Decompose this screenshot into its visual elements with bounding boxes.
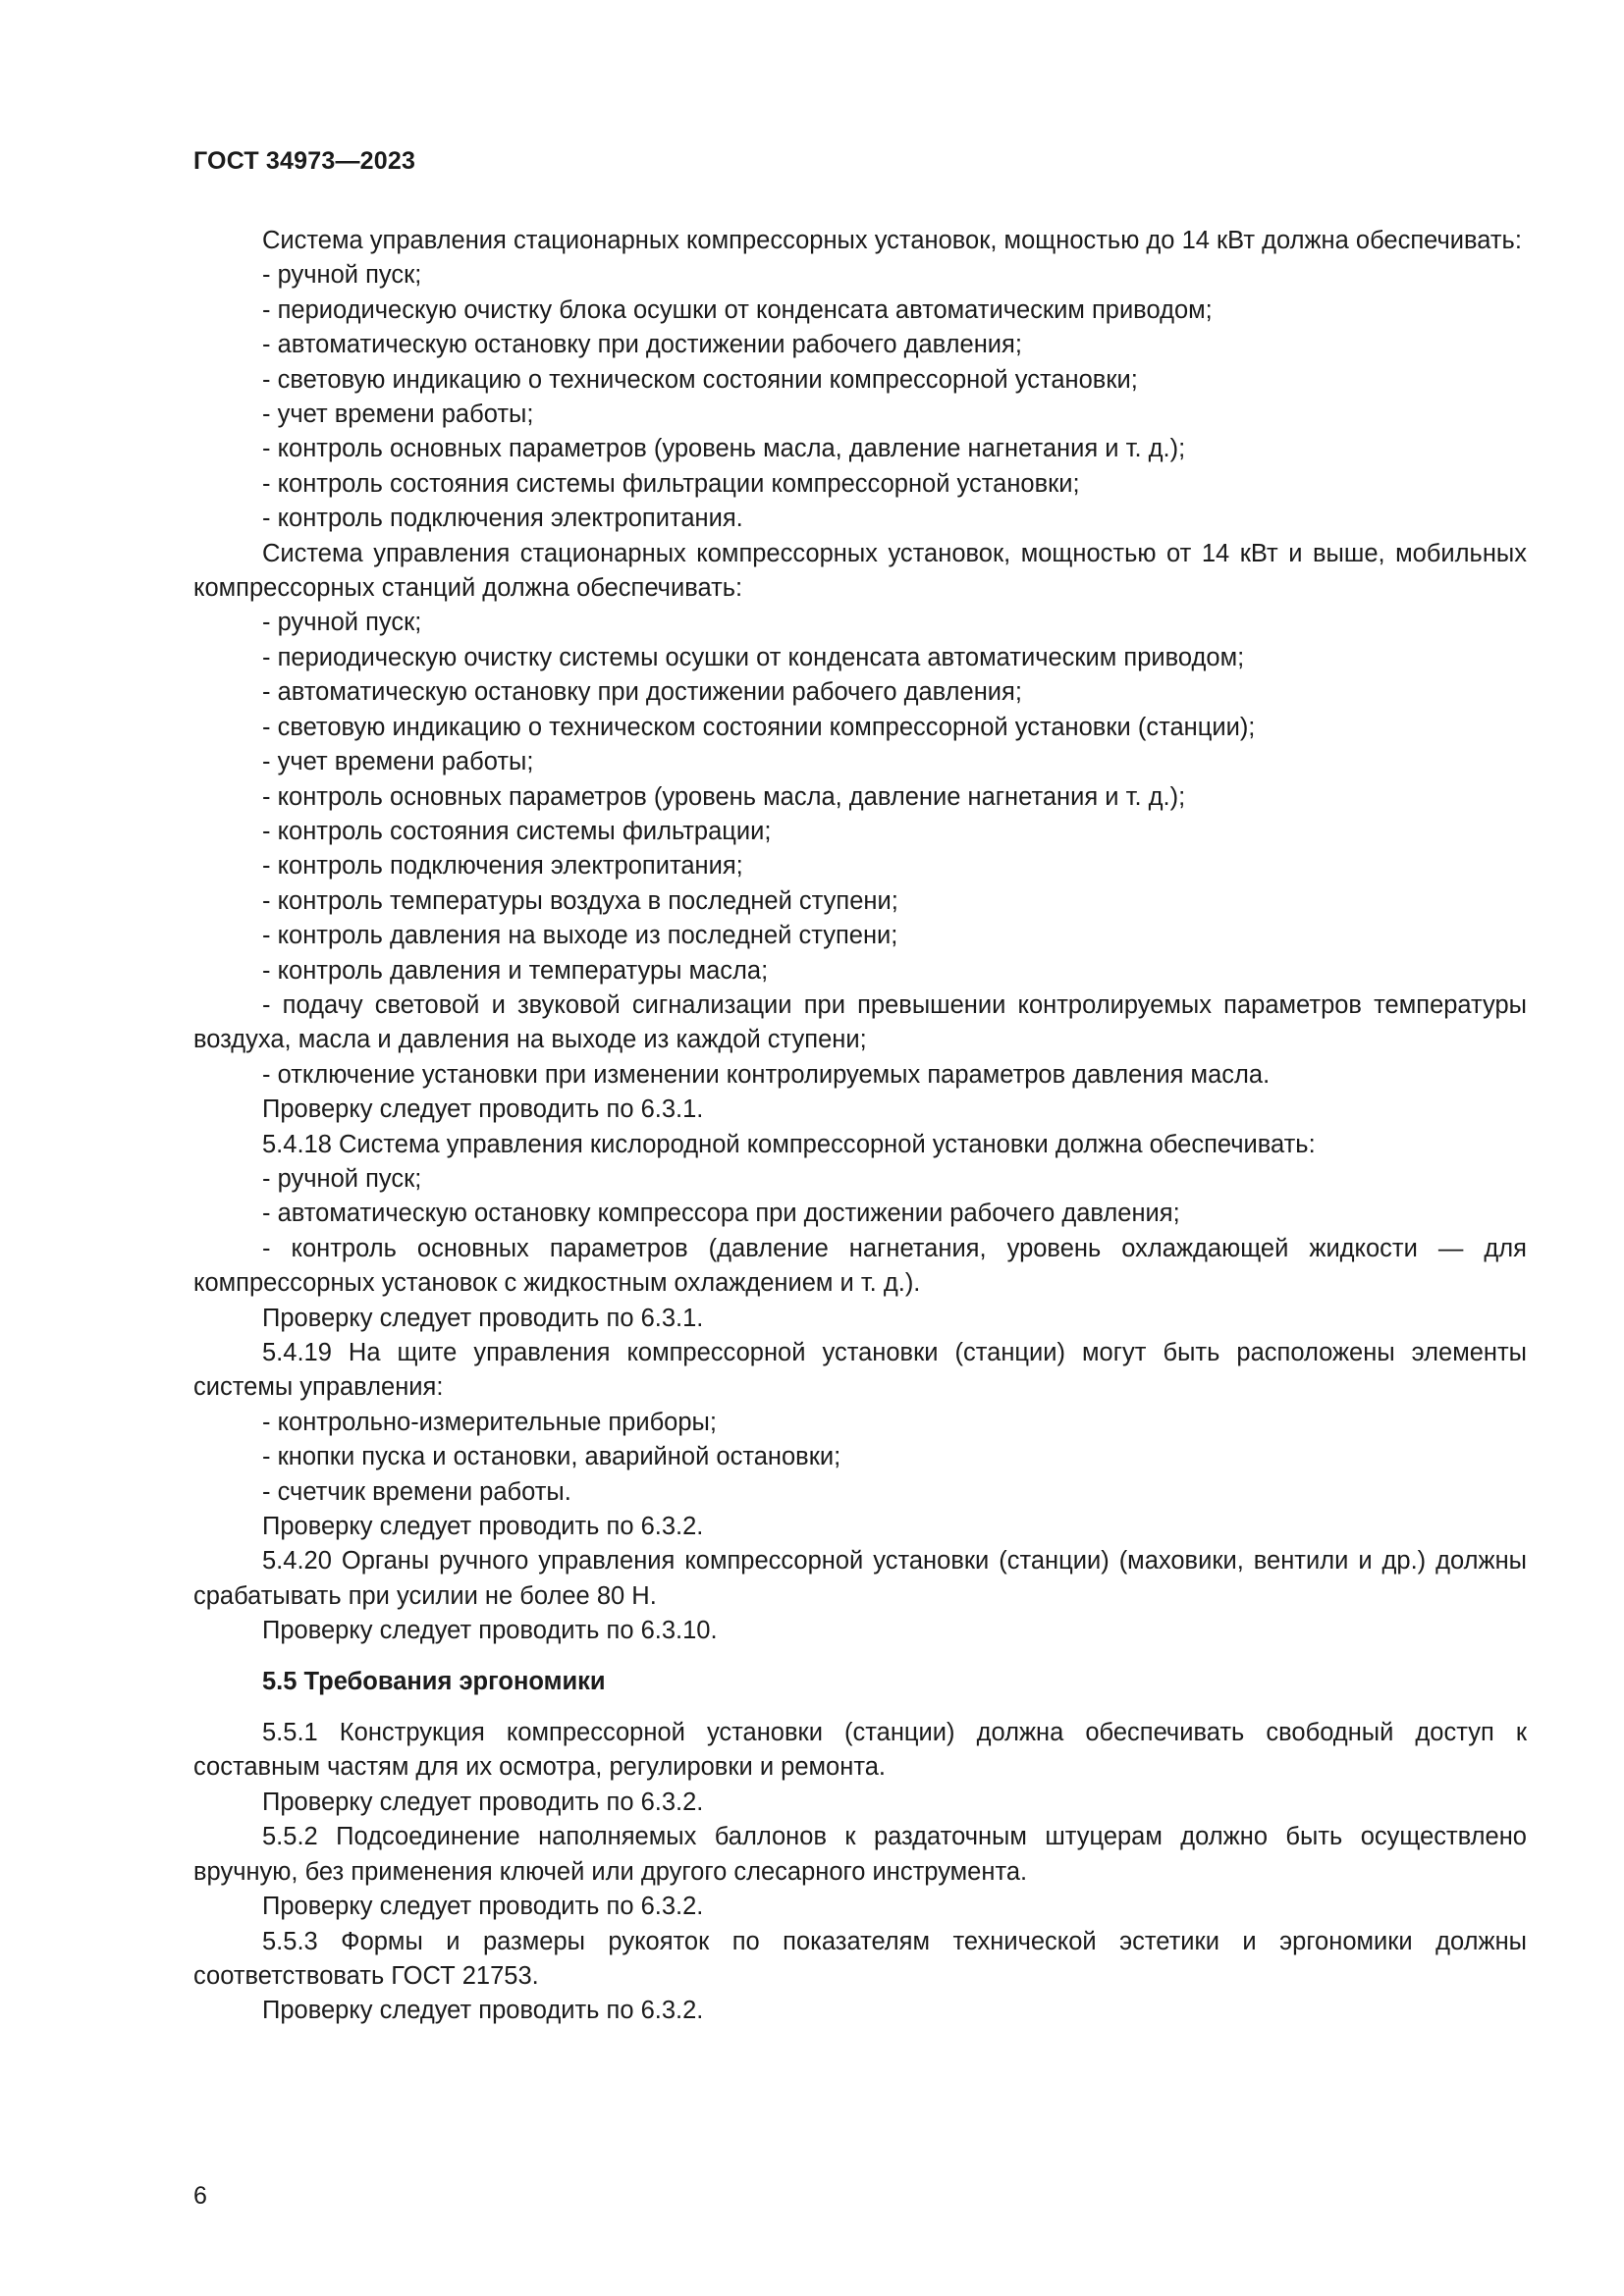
list-item: - световую индикацию о техническом состоянии компрессорной установки; [262, 365, 1138, 394]
list-item: - контроль состояния системы фильтрации компрессорной установки; [262, 469, 1080, 498]
document-code-header: ГОСТ 34973—2023 [193, 147, 416, 175]
paragraph: 5.5.1 Конструкция компрессорной установки (станции) должна обеспечивать свободный доступ к составным частям для их осмотра, регулировки и ремонта. [193, 1719, 1527, 1782]
paragraph: 5.5.2 Подсоединение наполняемых баллонов к раздаточным штуцерам должно быть осуществлено вручную, без применения ключей или другого слесарного инструмента. [193, 1823, 1527, 1886]
paragraph: Система управления стационарных компрессорных установок, мощностью до 14 кВт должна обеспечивать: [262, 227, 1522, 254]
page-number: 6 [193, 2182, 207, 2210]
section-heading: 5.5 Требования эргономики [262, 1667, 606, 1695]
paragraph: 5.4.20 Органы ручного управления компрессорной установки (станции) (маховики, вентили и др.) должны срабатывать при усилии не более 80 Н. [193, 1547, 1527, 1610]
list-item: - контроль давления на выходе из последней ступени; [262, 922, 898, 950]
paragraph: Система управления стационарных компрессорных установок, мощностью от 14 кВт и выше, мобильных компрессорных станций должна обеспечивать: [193, 539, 1527, 603]
list-item: - счетчик времени работы. [262, 1477, 571, 1506]
paragraph: Проверку следует проводить по 6.3.1. [262, 1304, 704, 1332]
paragraph: 5.5.3 Формы и размеры рукояток по показателям технической эстетики и эргономики должны соответствовать ГОСТ 21753. [193, 1927, 1527, 1990]
paragraph: Проверку следует проводить по 6.3.2. [262, 1997, 704, 2025]
list-item: - ручной пуск; [262, 609, 422, 637]
list-item: - учет времени работы; [262, 748, 534, 776]
list-item: - кнопки пуска и остановки, аварийной остановки; [262, 1443, 841, 1471]
list-item: - контроль подключения электропитания; [262, 852, 743, 881]
list-item: - отключение установки при изменении контролируемых параметров давления масла. [262, 1060, 1271, 1089]
list-item: - контрольно-измерительные приборы; [262, 1408, 717, 1436]
paragraph: Проверку следует проводить по 6.3.1. [262, 1095, 704, 1124]
list-item: - автоматическую остановку компрессора при достижении рабочего давления; [262, 1200, 1180, 1228]
document-body [193, 224, 1527, 2029]
paragraph: Проверку следует проводить по 6.3.10. [262, 1617, 718, 1645]
list-item: - контроль основных параметров (уровень масла, давление нагнетания и т. д.); [262, 782, 1186, 811]
list-item: - учет времени работы; [262, 400, 534, 429]
list-item: - контроль основных параметров (уровень масла, давление нагнетания и т. д.); [262, 435, 1186, 463]
paragraph: Проверку следует проводить по 6.3.2. [262, 1788, 704, 1816]
list-item: - контроль состояния системы фильтрации; [262, 817, 772, 845]
paragraph: Проверку следует проводить по 6.3.2. [262, 1513, 704, 1541]
paragraph: Проверку следует проводить по 6.3.2. [262, 1893, 704, 1921]
list-item: - периодическую очистку системы осушки от конденсата автоматическим приводом; [262, 643, 1245, 671]
list-item: - ручной пуск; [262, 261, 422, 290]
list-item: - световую индикацию о техническом состоянии компрессорной установки (станции); [262, 713, 1256, 741]
list-item: - ручной пуск; [262, 1164, 422, 1193]
list-item: - автоматическую остановку при достижении рабочего давления; [262, 678, 1022, 707]
paragraph: 5.4.18 Система управления кислородной компрессорной установки должна обеспечивать: [262, 1130, 1316, 1158]
list-item: - контроль температуры воздуха в последней ступени; [262, 886, 898, 915]
list-item: - подачу световой и звуковой сигнализации при превышении контролируемых параметров температуры воздуха, масла и давления на выходе из каждой ступени; [193, 990, 1527, 1054]
list-item: - периодическую очистку блока осушки от конденсата автоматическим приводом; [262, 295, 1213, 324]
list-item: - контроль основных параметров (давление нагнетания, уровень охлаждающей жидкости — для компрессорных установок с жидкостным охлаждением и т. д.). [193, 1234, 1527, 1298]
list-item: - автоматическую остановку при достижении рабочего давления; [262, 331, 1022, 359]
list-item: - контроль давления и температуры масла; [262, 956, 769, 985]
list-item: - контроль подключения электропитания. [262, 505, 743, 533]
paragraph: 5.4.19 На щите управления компрессорной установки (станции) могут быть расположены элементы системы управления: [193, 1339, 1527, 1402]
